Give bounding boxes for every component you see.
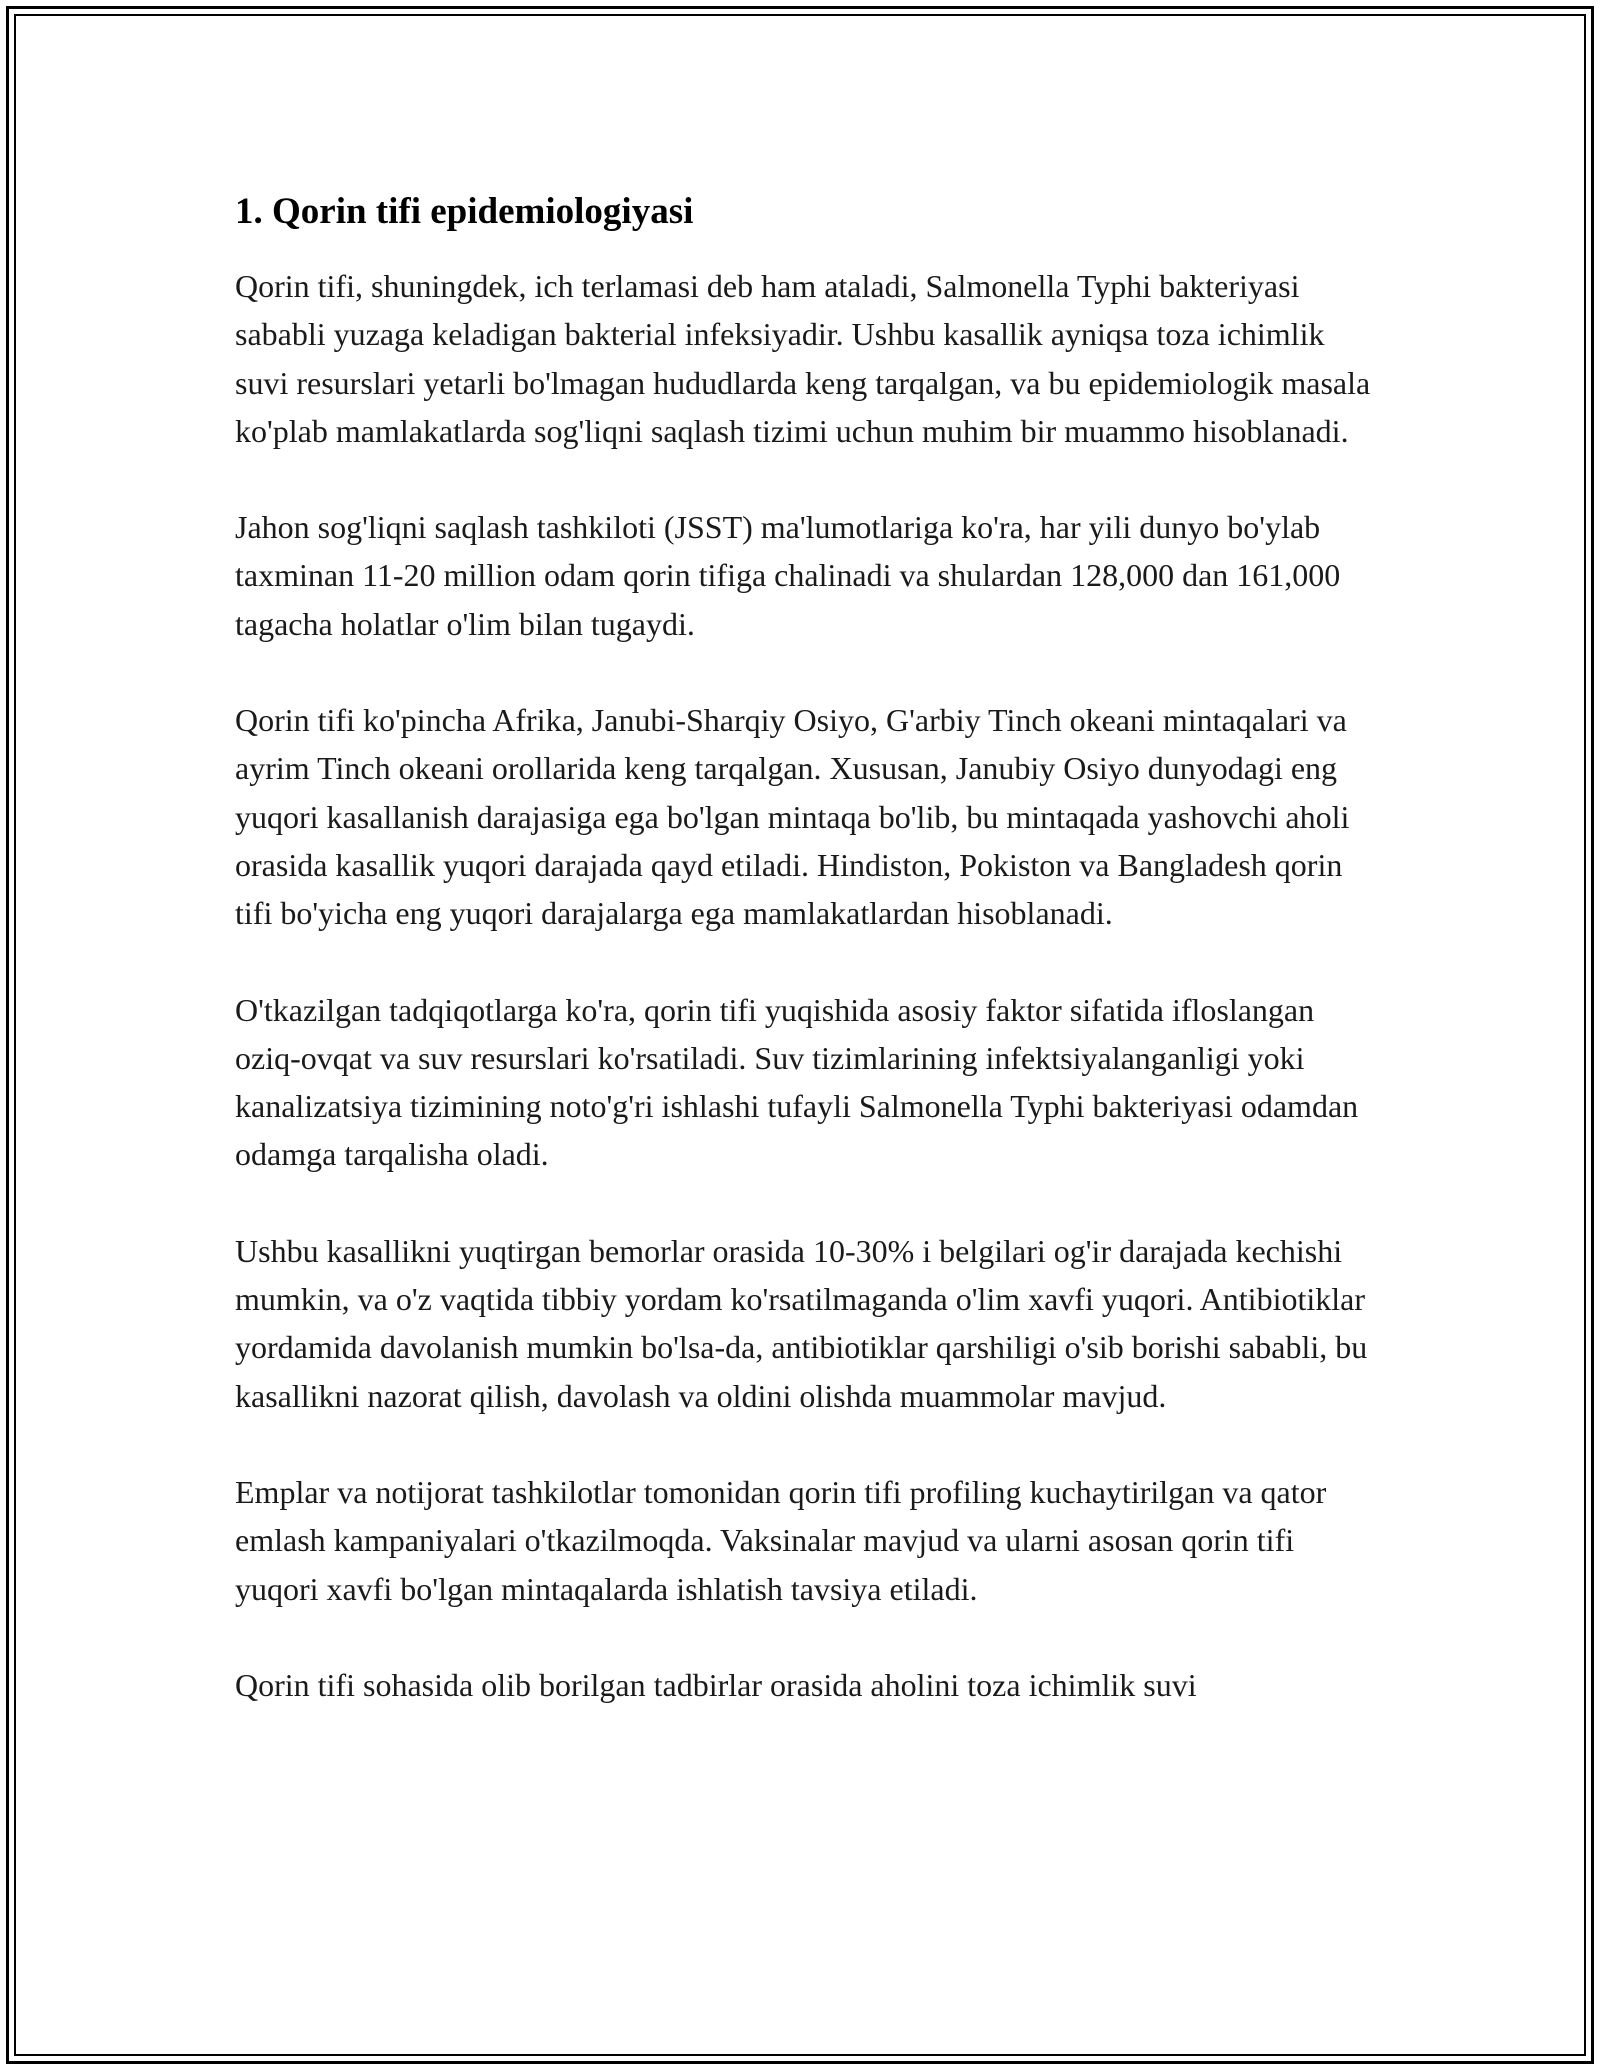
paragraph-vaccination: Emplar va notijorat tashkilotlar tomonidan qorin tifi profiling kuchaytirilgan va qator emlash kampaniyalari o'tkazilmoqda. Vaksinalar mavjud va ularni asosan qorin tifi yuqori xavfi bo'lgan mintaqalarda ishlatish tavsiya etiladi. [235, 1473, 1327, 1607]
paragraph-transmission: O'tkazilgan tadqiqotlarga ko'ra, qorin tifi yuqishida asosiy faktor sifatida ifloslangan oziq-ovqat va suv resurslari ko'rsatiladi. Suv tizimlarining infektsiyalanganligi yoki kanalizatsiya tizimining noto'g'ri ishlashi tufayli Salmonella Typhi bakteriyasi odamdan odamga tarqalisha oladi. [235, 991, 1359, 1173]
paragraph-who-statistics: Jahon sog'liqni saqlash tashkiloti (JSST) ma'lumotlariga ko'ra, har yili dunyo bo'ylab taxminan 11-20 million odam qorin tifiga chalinadi va shulardan 128,000 dan 161,000 tagacha holatlar o'lim bilan tugaydi. [235, 509, 1341, 642]
paragraph-measures: Qorin tifi sohasida olib borilgan tadbirlar orasida aholini toza ichimlik suvi [235, 1666, 1197, 1703]
paragraph-intro: Qorin tifi, shuningdek, ich terlamasi deb ham ataladi, Salmonella Typhi bakteriyasi sababli yuzaga keladigan bakterial infeksiyadir. Ushbu kasallik ayniqsa toza ichimlik suvi resurslari yetarli bo'lmagan hududlarda keng tarqalgan, va bu epidemiologik masala ko'plab mamlakatlarda sog'liqni saqlash tizimi uchun muhim bir muammo hisoblanadi. [235, 268, 1371, 449]
document-body [235, 188, 1385, 1757]
paragraph-regions: Qorin tifi ko'pincha Afrika, Janubi-Sharqiy Osiyo, G'arbiy Tinch okeani mintaqalari va ayrim Tinch okeani orollarida keng tarqalgan. Xususan, Janubiy Osiyo dunyodagi eng yuqori kasallanish darajasiga ega bo'lgan mintaqa bo'lib, bu mintaqada yashovchi aholi orasida kasallik yuqori darajada qayd etiladi. Hindiston, Pokiston va Bangladesh qorin tifi bo'yicha eng yuqori darajalarga ega mamlakatlardan hisoblanadi. [235, 702, 1350, 932]
paragraph-severity: Ushbu kasallikni yuqtirgan bemorlar orasida 10-30% i belgilari og'ir darajada kechishi mumkin, va o'z vaqtida tibbiy yordam ko'rsatilmaganda o'lim xavfi yuqori. Antibiotiklar yordamida davolanish mumkin bo'lsa-da, antibiotiklar qarshiligi o'sib borishi sababli, bu kasallikni nazorat qilish, davolash va oldini olishda muammolar mavjud. [235, 1232, 1368, 1414]
section-heading: 1. Qorin tifi epidemiologiyasi [235, 191, 694, 232]
